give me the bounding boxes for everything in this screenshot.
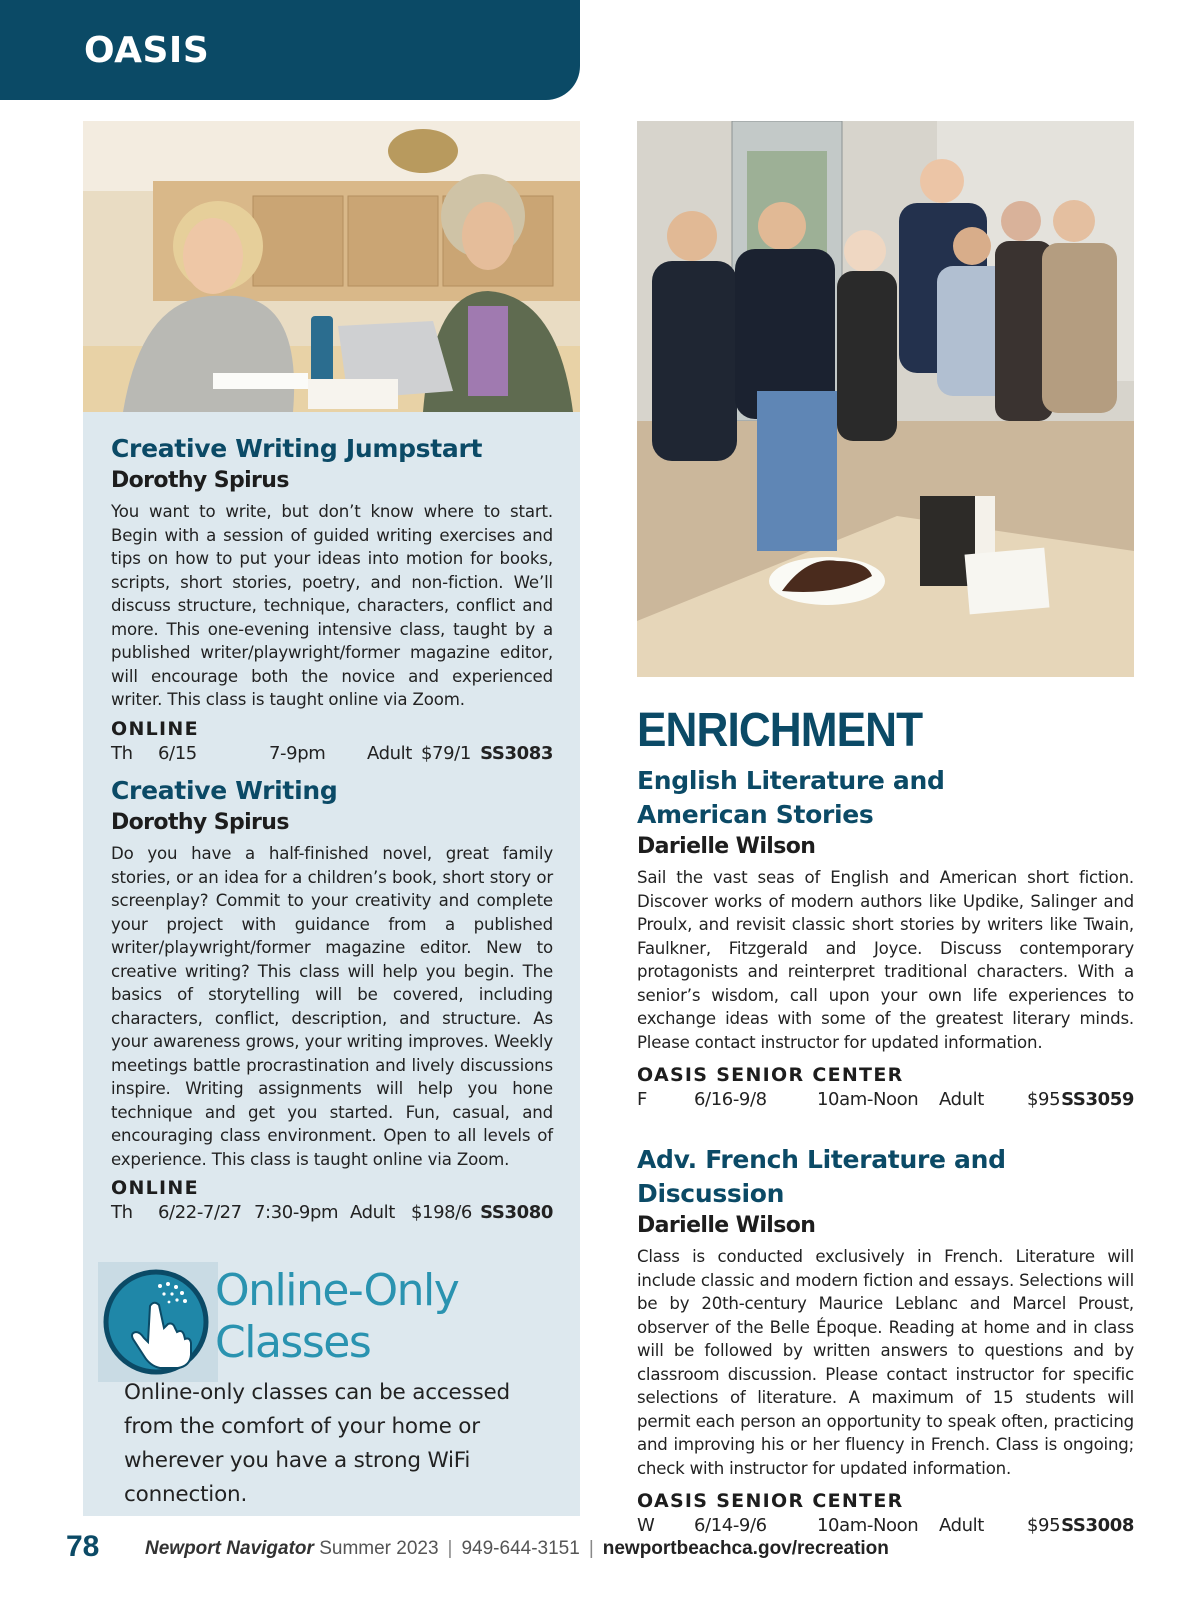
- schedule-dates: 6/14-9/6: [694, 1515, 767, 1536]
- course-creative-writing: [111, 774, 553, 1226]
- course-instructor: Darielle Wilson: [637, 1213, 816, 1238]
- schedule-time: 7:30-9pm: [254, 1202, 339, 1223]
- section-title: OASIS: [84, 30, 210, 71]
- course-description: Do you have a half-finished novel, great family stories, or an idea for a children’s book, short story or screenplay? Commit to your creativity and complete your project with guidance from a published writer/playwright/former magazine editor. New to creative writing? This class will help you begin. The basics of storytelling will be covered, including characters, conflict, description, and structure. As your awareness grows, your writing improves. Weekly meetings battle procrastination and lively discussions inspire. Writing assignments will help you hone technique and get you started. Fun, casual, and encouraging class environment. Open to all levels of experience. This class is taught online via Zoom.: [111, 844, 553, 1169]
- footer-separator: |: [588, 1538, 594, 1559]
- course-code: SS3008: [1061, 1515, 1134, 1536]
- section-heading-enrichment: ENRICHMENT: [637, 704, 923, 757]
- course-title: Creative Writing Jumpstart: [111, 434, 483, 463]
- schedule-fee: $198/6: [411, 1202, 472, 1223]
- footer-magazine: Newport Navigator: [145, 1538, 314, 1559]
- course-title-line1: English Literature and: [637, 766, 945, 795]
- course-location: ONLINE: [111, 1177, 199, 1199]
- schedule-age: Adult: [350, 1202, 395, 1223]
- course-description: You want to write, but don’t know where to start. Begin with a session of guided writing exercises and tips on how to put your ideas into motion for books, scripts, short stories, poetry, and non-fiction. We’ll discuss structure, technique, characters, conflict and more. This one-evening intensive class, taught by a published writer/playwright/former magazine editor, will encourage both the novice and experienced writer. This class is taught online via Zoom.: [111, 502, 553, 709]
- schedule-dates: 6/16-9/8: [694, 1089, 767, 1110]
- course-title: Creative Writing: [111, 776, 338, 805]
- course-title: Adv. French Literature and Discussion: [637, 1145, 1006, 1208]
- online-only-icon-box: [98, 1262, 218, 1382]
- online-only-title: [215, 1265, 458, 1369]
- page-footer: [0, 1530, 1200, 1570]
- footer-text: [145, 1538, 889, 1560]
- page-number: 78: [66, 1530, 100, 1563]
- photo-group: [637, 121, 1134, 677]
- online-only-text: Online-only classes can be accessed from the comfort of your home or wherever you have a strong WiFi connection.: [124, 1380, 510, 1507]
- schedule-day: Th: [111, 742, 133, 764]
- schedule-dates: 6/22-7/27: [158, 1202, 242, 1223]
- schedule-time: 10am-Noon: [817, 1515, 919, 1536]
- schedule-fee: $95: [1027, 1089, 1061, 1110]
- schedule-day: Th: [111, 1202, 133, 1223]
- footer-issue: Summer 2023: [319, 1538, 439, 1559]
- course-schedule: [111, 1200, 553, 1226]
- schedule-time: 10am-Noon: [817, 1089, 919, 1110]
- course-location: OASIS SENIOR CENTER: [637, 1490, 904, 1512]
- course-location: OASIS SENIOR CENTER: [637, 1064, 904, 1086]
- course-schedule: [111, 741, 553, 767]
- course-code: SS3083: [480, 742, 553, 764]
- schedule-age: Adult: [939, 1515, 984, 1536]
- schedule-time: 7-9pm: [269, 742, 326, 764]
- footer-phone: 949-644-3151: [461, 1538, 580, 1559]
- section-header: [0, 0, 580, 100]
- course-instructor: Darielle Wilson: [637, 834, 816, 859]
- schedule-day: F: [637, 1089, 647, 1110]
- course-title-line2: American Stories: [637, 800, 874, 829]
- course-code: SS3059: [1061, 1089, 1134, 1110]
- course-creative-writing-jumpstart: [111, 432, 553, 767]
- schedule-fee: $95: [1027, 1515, 1061, 1536]
- course-schedule: [637, 1087, 1134, 1113]
- course-instructor: Dorothy Spirus: [111, 810, 289, 835]
- photo-writing-class: [83, 121, 580, 412]
- course-adv-french-literature: [637, 1143, 1134, 1539]
- schedule-fee: $79/1: [421, 742, 471, 764]
- course-description: Class is conducted exclusively in French. Literature will include classic and modern fiction and essays. Selections will be by 20th-century Maurice Leblanc and Marcel Proust, observer of the Belle Époque. Reading at home and in class will be followed by written answers to questions and by classroom discussion. Please contact instructor for specific selections of literature. A maximum of 15 students will permit each person an opportunity to speak often, practicing and improving his or her fluency in French. Class is ongoing; check with instructor for updated information.: [637, 1247, 1134, 1478]
- schedule-age: Adult: [367, 742, 412, 764]
- schedule-day: W: [637, 1515, 655, 1536]
- hand-tap-icon: [98, 1262, 218, 1382]
- footer-separator: |: [447, 1538, 453, 1559]
- course-description: Sail the vast seas of English and American short fiction. Discover works of modern authors like Updike, Salinger and Proulx, and revisit classic short stories by writers like Twain, Faulkner, Fitzgerald and Joyce. Discuss contemporary protagonists and reinterpret traditional characters. With a senior’s wisdom, call upon your own life experiences to exchange ideas with some of the greatest literary minds. Please contact instructor for updated information.: [637, 868, 1134, 1052]
- schedule-dates: 6/15: [158, 742, 197, 764]
- course-instructor: Dorothy Spirus: [111, 468, 289, 493]
- course-location: ONLINE: [111, 717, 199, 740]
- online-only-title-line1: Online-Only: [215, 1265, 459, 1316]
- course-english-literature: [637, 764, 1134, 1113]
- online-only-title-line2: Classes: [215, 1317, 371, 1368]
- footer-url[interactable]: newportbeachca.gov/recreation: [602, 1538, 889, 1559]
- schedule-age: Adult: [939, 1089, 984, 1110]
- course-code: SS3080: [480, 1202, 553, 1223]
